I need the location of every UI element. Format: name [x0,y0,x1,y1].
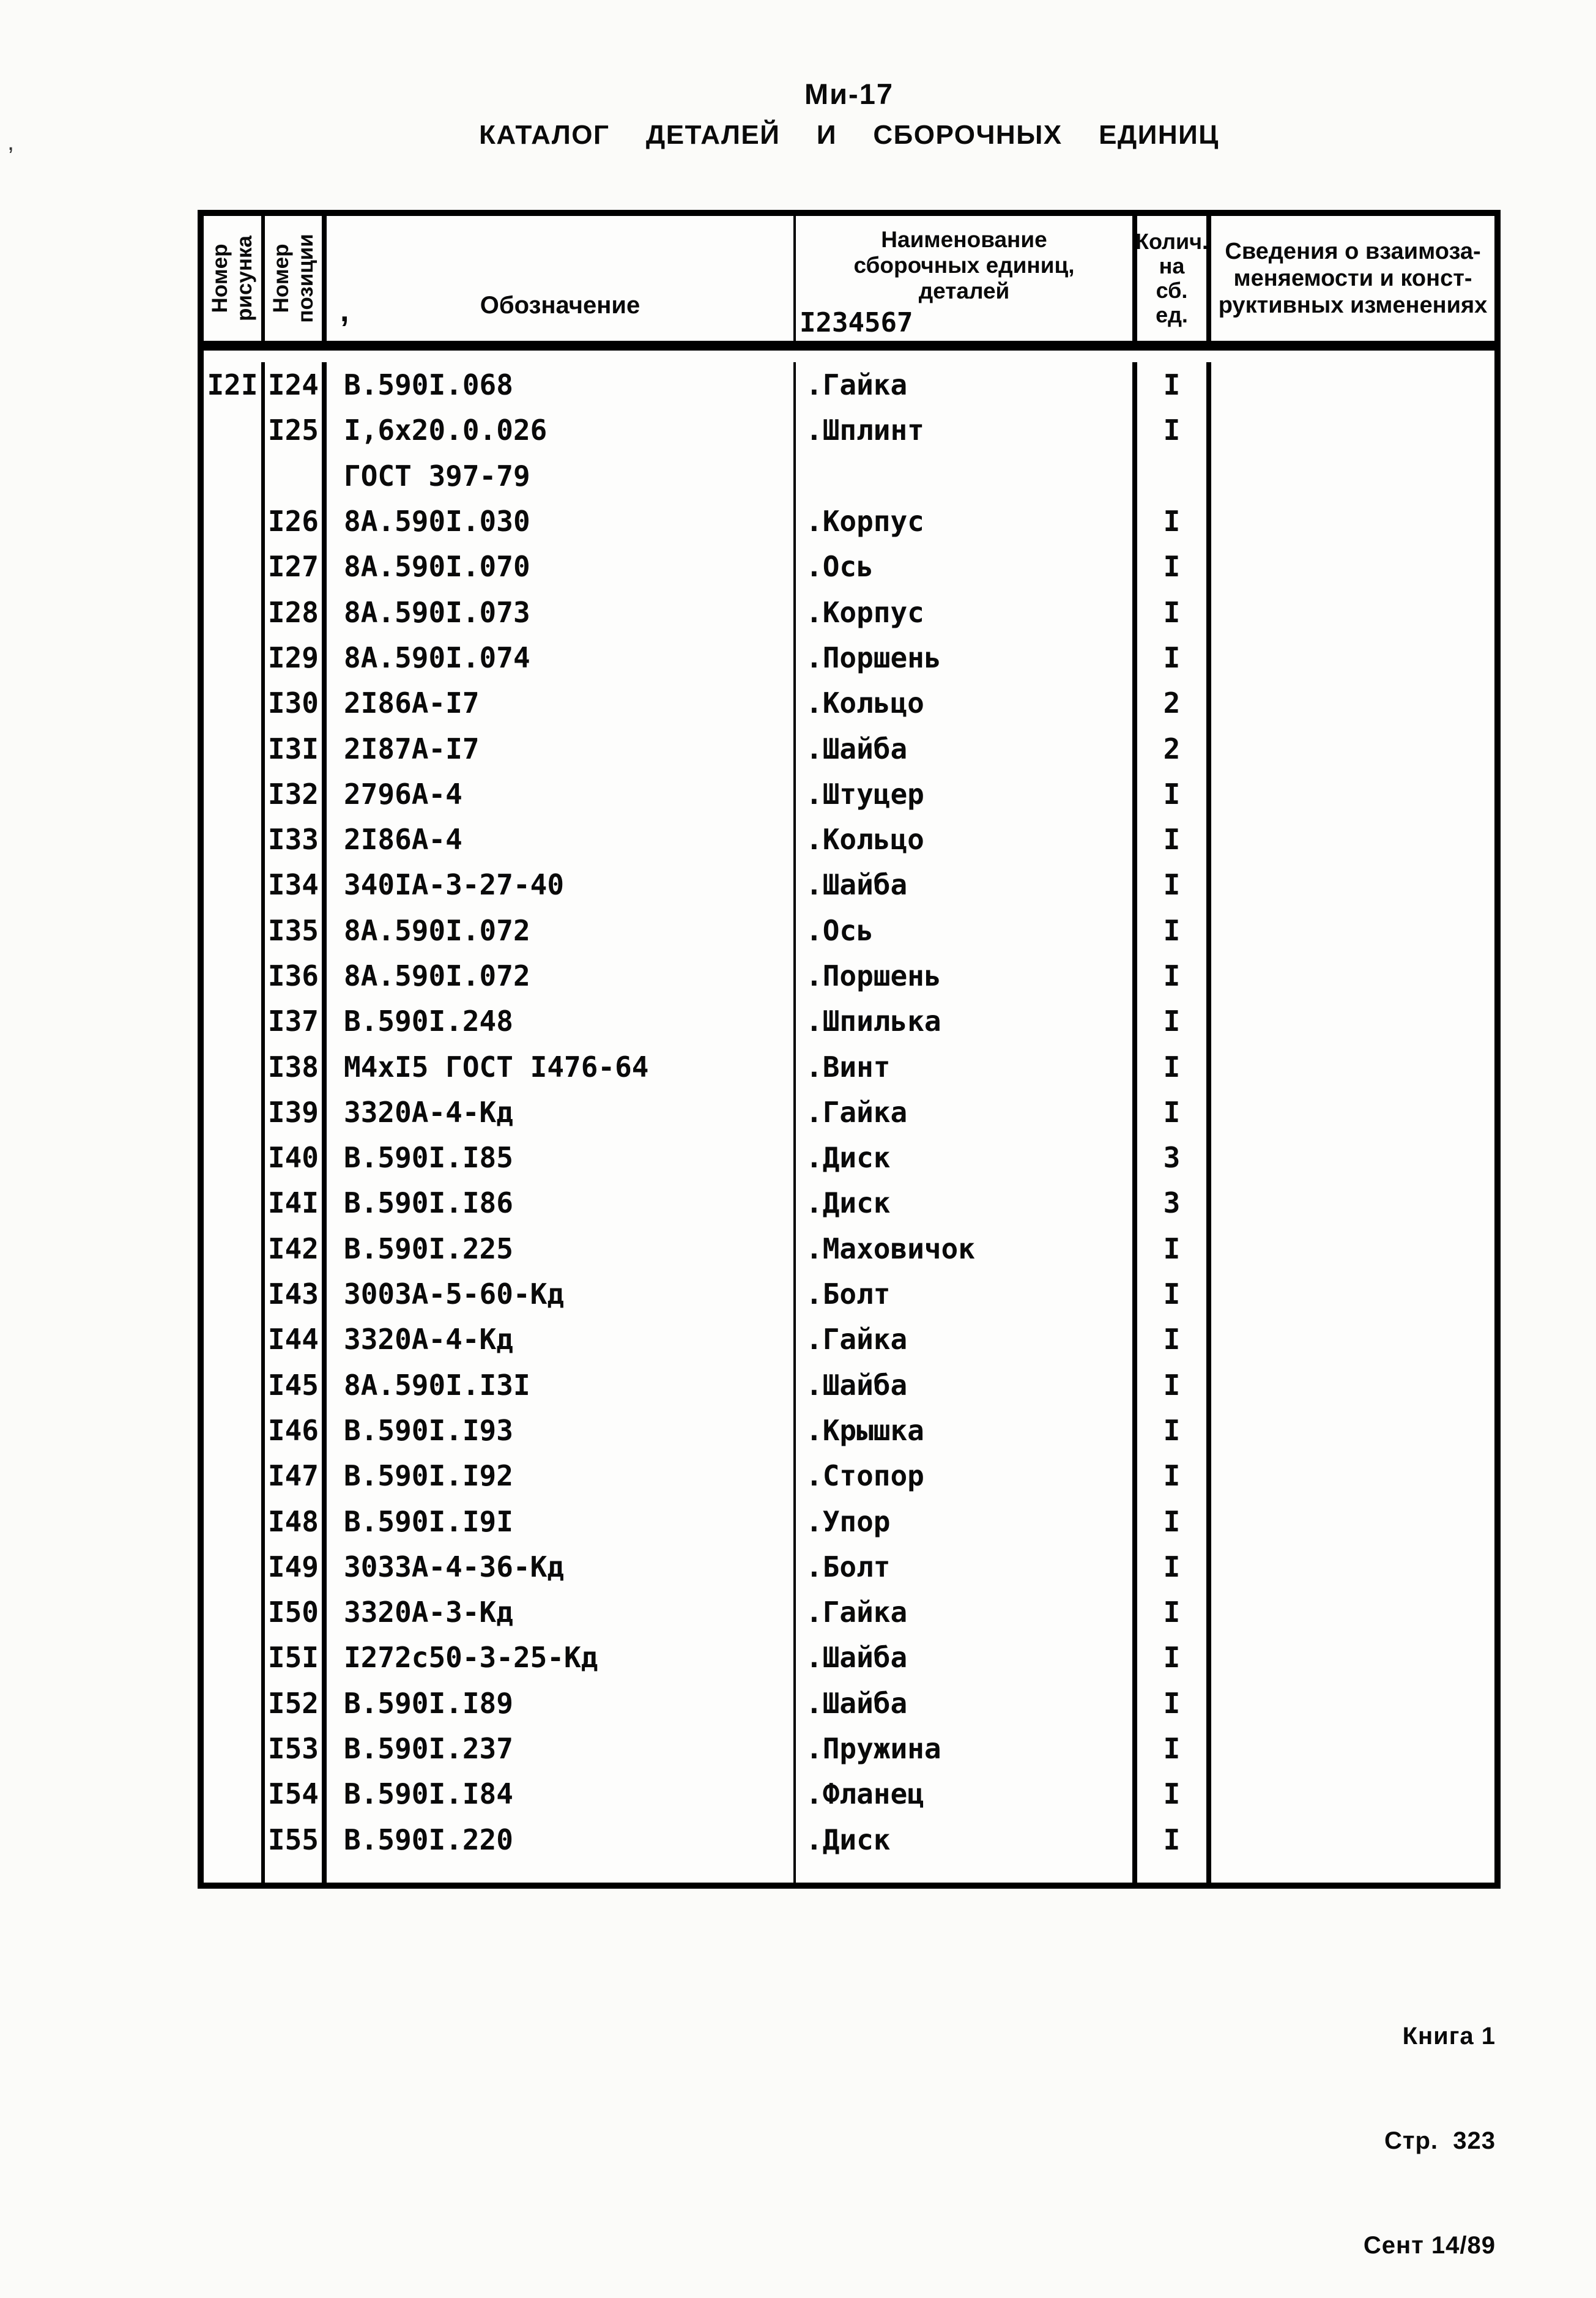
cell-qty: I [1137,407,1211,453]
table-row [204,635,1494,680]
cell-fig [204,407,265,453]
cell-name: .Поршень [796,953,1137,998]
name-header-line3: деталей [918,278,1010,303]
cell-qty: 3 [1137,1180,1211,1225]
cell-fig [204,635,265,680]
cell-code: 3033А-4-36-Кд [327,1544,796,1590]
footer-date: Сент 14/89 [1363,2232,1496,2259]
table-row [204,1635,1494,1680]
figure-number-line2: рисунка [232,236,257,321]
cell-pos: I53 [265,1726,327,1771]
cell-fig [204,1590,265,1635]
cell-pos [265,453,327,499]
cell-qty: 2 [1137,680,1211,726]
cell-code: В.590I.I89 [327,1681,796,1726]
cell-name: .Болт [796,1544,1137,1590]
cell-notes [1211,589,1494,634]
cell-notes [1211,1681,1494,1726]
table-body [204,351,1494,1883]
cell-name: .Штуцер [796,772,1137,817]
cell-qty: I [1137,1498,1211,1544]
cell-name: .Маховичок [796,1226,1137,1271]
name-header-line1: Наименование [881,227,1047,252]
table-row [204,1317,1494,1362]
cell-code: 8А.590I.030 [327,499,796,544]
cell-fig [204,1226,265,1271]
cell-pos: I49 [265,1544,327,1590]
cell-qty: I [1137,1453,1211,1498]
cell-fig [204,817,265,862]
cell-name: .Диск [796,1135,1137,1180]
cell-pos: I32 [265,772,327,817]
cell-qty: I [1137,1544,1211,1590]
cell-name: .Шайба [796,1681,1137,1726]
table-row [204,953,1494,998]
cell-code: В.590I.225 [327,1226,796,1271]
cell-code: 3003А-5-60-Кд [327,1271,796,1317]
cell-qty: I [1137,362,1211,407]
table-row [204,1090,1494,1135]
cell-name: .Корпус [796,499,1137,544]
cell-code: 8А.590I.074 [327,635,796,680]
cell-qty: 2 [1137,726,1211,771]
cell-pos: I36 [265,953,327,998]
cell-fig [204,1271,265,1317]
notes-header-line3: руктивных изменениях [1218,292,1488,318]
cell-pos: I47 [265,1453,327,1498]
cell-name: .Диск [796,1180,1137,1225]
cell-qty: I [1137,772,1211,817]
cell-notes [1211,1544,1494,1590]
table-row [204,772,1494,817]
position-number-line2: позиции [293,234,317,323]
cell-qty: I [1137,1317,1211,1362]
cell-qty: I [1137,862,1211,907]
cell-code: 8А.590I.072 [327,953,796,998]
cell-pos: I27 [265,544,327,589]
cell-fig-empty [204,1862,265,1883]
cell-notes [1211,1817,1494,1862]
cell-code: В.590I.I84 [327,1771,796,1816]
cell-qty: 3 [1137,1135,1211,1180]
table-row [204,817,1494,862]
cell-pos: I43 [265,1271,327,1317]
cell-code: I272с50-3-25-Кд [327,1635,796,1680]
table-row [204,1590,1494,1635]
notes-header-line2: меняемости и конст- [1233,266,1472,291]
cell-fig [204,908,265,953]
cell-pos: I28 [265,589,327,634]
cell-pos: I26 [265,499,327,544]
cell-name: .Пружина [796,1726,1137,1771]
table-row [204,1271,1494,1317]
cell-pos: I48 [265,1498,327,1544]
cell-code-empty [327,1862,796,1883]
cell-notes [1211,1498,1494,1544]
cell-name: .Диск [796,1817,1137,1862]
cell-notes [1211,1771,1494,1816]
name-header-line2: сборочных единиц, [853,253,1075,278]
cell-qty: I [1137,908,1211,953]
cell-code: 2796А-4 [327,772,796,817]
cell-fig: I2I [204,362,265,407]
cell-qty: I [1137,1590,1211,1635]
cell-qty: I [1137,1271,1211,1317]
cell-qty: I [1137,1726,1211,1771]
quantity-header-line1: Колич. [1135,229,1208,254]
cell-notes [1211,1590,1494,1635]
cell-name: .Поршень [796,635,1137,680]
cell-name: .Гайка [796,362,1137,407]
table-row [204,499,1494,544]
column-header-designation [327,216,796,341]
cell-pos: I24 [265,362,327,407]
cell-fig [204,998,265,1044]
cell-fig [204,1090,265,1135]
footer-page-number: Стр. 323 [1384,2127,1496,2154]
cell-name: .Шайба [796,1635,1137,1680]
cell-fig [204,1544,265,1590]
table-row [204,1726,1494,1771]
cell-fig [204,1771,265,1816]
cell-qty: I [1137,953,1211,998]
cell-name: .Гайка [796,1090,1137,1135]
cell-notes [1211,407,1494,453]
cell-code: В.590I.248 [327,998,796,1044]
table-row [204,407,1494,453]
cell-notes [1211,544,1494,589]
cell-name: .Кольцо [796,680,1137,726]
cell-qty: I [1137,1771,1211,1816]
cell-pos: I45 [265,1363,327,1408]
cell-qty: I [1137,1408,1211,1453]
cell-pos: I52 [265,1681,327,1726]
cell-code: 2I87А-I7 [327,726,796,771]
position-number-rotated-label [269,234,318,323]
cell-name: .Крышка [796,1408,1137,1453]
table-row [204,1408,1494,1453]
cell-notes [1211,1180,1494,1225]
cell-pos: I37 [265,998,327,1044]
cell-fig [204,1317,265,1362]
cell-pos: I5I [265,1635,327,1680]
figure-number-line1: Номер [208,244,232,313]
cell-name: .Болт [796,1271,1137,1317]
cell-fig [204,1408,265,1453]
table-row [204,1817,1494,1862]
cell-name: .Стопор [796,1453,1137,1498]
cell-fig [204,544,265,589]
cell-pos: I55 [265,1817,327,1862]
cell-qty: I [1137,1363,1211,1408]
cell-name: .Кольцо [796,817,1137,862]
cell-notes [1211,862,1494,907]
page-footer-stamp [1364,1949,1496,2298]
footer-book: Книга 1 [1402,2023,1496,2050]
cell-fig [204,1135,265,1180]
cell-pos: I34 [265,862,327,907]
table-row [204,1681,1494,1726]
table-row [204,362,1494,407]
cell-pos: I30 [265,680,327,726]
table-row [204,1544,1494,1590]
cell-code: В.590I.I9I [327,1498,796,1544]
cell-pos: I39 [265,1090,327,1135]
table-row [204,862,1494,907]
cell-fig [204,680,265,726]
cell-code: 3320А-3-Кд [327,1590,796,1635]
cell-notes [1211,1044,1494,1089]
table-row [204,1363,1494,1408]
scan-comma-mark: , [340,293,349,329]
cell-fig [204,453,265,499]
cell-code: 3320А-4-Кд [327,1317,796,1362]
cell-notes [1211,1363,1494,1408]
column-header-notes [1211,216,1494,341]
cell-pos: I42 [265,1226,327,1271]
cell-pos: I33 [265,817,327,862]
cell-name: .Гайка [796,1317,1137,1362]
cell-notes [1211,1271,1494,1317]
designation-label: Обозначение [480,292,640,319]
column-header-position-number [265,216,327,341]
cell-fig [204,1453,265,1498]
cell-qty: I [1137,1090,1211,1135]
cell-name: .Шайба [796,726,1137,771]
table-row [204,726,1494,771]
cell-fig [204,1817,265,1862]
cell-pos: I29 [265,635,327,680]
cell-notes [1211,1635,1494,1680]
doc-model: Ми-17 [804,78,894,110]
cell-name: .Гайка [796,1590,1137,1635]
cell-qty: I [1137,635,1211,680]
cell-name: .Фланец [796,1771,1137,1816]
cell-notes [1211,635,1494,680]
cell-notes [1211,453,1494,499]
cell-notes [1211,362,1494,407]
cell-name: .Шплинт [796,407,1137,453]
cell-fig [204,772,265,817]
cell-fig [204,499,265,544]
table-row [204,453,1494,499]
cell-qty: I [1137,1817,1211,1862]
cell-name-empty [796,1862,1137,1883]
column-header-name [796,216,1137,341]
cell-qty: I [1137,1635,1211,1680]
cell-notes [1211,1090,1494,1135]
cell-fig [204,1498,265,1544]
table-row [204,1180,1494,1225]
cell-notes [1211,953,1494,998]
cell-fig [204,862,265,907]
table-header-row [204,216,1494,351]
cell-code: 340IА-3-27-40 [327,862,796,907]
cell-pos: I4I [265,1180,327,1225]
cell-pos: I54 [265,1771,327,1816]
table-row [204,998,1494,1044]
cell-pos: I40 [265,1135,327,1180]
cell-qty: I [1137,817,1211,862]
table-row [204,1498,1494,1544]
cell-pos: I44 [265,1317,327,1362]
cell-fig [204,589,265,634]
column-header-figure-number [204,216,265,341]
cell-notes [1211,998,1494,1044]
cell-qty: I [1137,589,1211,634]
table-row [204,908,1494,953]
table-filler-row [204,1862,1494,1883]
cell-notes [1211,817,1494,862]
cell-code: В.590I.I85 [327,1135,796,1180]
cell-pos-empty [265,1862,327,1883]
cell-pos: I35 [265,908,327,953]
cell-qty: I [1137,998,1211,1044]
cell-notes [1211,1408,1494,1453]
cell-code: 2I86А-I7 [327,680,796,726]
cell-fig [204,1044,265,1089]
cell-code: В.590I.I86 [327,1180,796,1225]
cell-fig [204,1363,265,1408]
cell-code: В.590I.I92 [327,1453,796,1498]
table-row [204,1453,1494,1498]
cell-notes [1211,908,1494,953]
quantity-header-line2: на [1159,253,1185,278]
cell-code: 2I86А-4 [327,817,796,862]
cell-code: 8А.590I.070 [327,544,796,589]
cell-pos: I38 [265,1044,327,1089]
cell-name: .Упор [796,1498,1137,1544]
position-number-line1: Номер [269,244,293,313]
table-row [204,589,1494,634]
cell-fig [204,1635,265,1680]
cell-fig [204,1726,265,1771]
cell-notes [1211,1726,1494,1771]
cell-notes [1211,1453,1494,1498]
cell-name: .Винт [796,1044,1137,1089]
cell-qty: I [1137,1044,1211,1089]
table-row [204,544,1494,589]
table-row [204,1226,1494,1271]
cell-qty-empty [1137,1862,1211,1883]
cell-notes [1211,772,1494,817]
cell-code: 8А.590I.I3I [327,1363,796,1408]
cell-name: .Ось [796,544,1137,589]
cell-code: В.590I.I93 [327,1408,796,1453]
cell-pos: I46 [265,1408,327,1453]
cell-qty: I [1137,499,1211,544]
cell-code: 8А.590I.072 [327,908,796,953]
cell-notes [1211,726,1494,771]
cell-fig [204,1681,265,1726]
parts-table [198,210,1501,1889]
cell-code: М4хI5 ГОСТ I476-64 [327,1044,796,1089]
cell-name [796,453,1137,499]
cell-name: .Ось [796,908,1137,953]
table-row [204,680,1494,726]
cell-notes [1211,1135,1494,1180]
cell-qty [1137,453,1211,499]
cell-pos: I50 [265,1590,327,1635]
cell-pos: I3I [265,726,327,771]
cell-notes [1211,1226,1494,1271]
cell-code: В.590I.068 [327,362,796,407]
quantity-header-line3: сб. ед. [1156,278,1188,327]
scan-speck: , [7,128,15,155]
cell-qty: I [1137,1226,1211,1271]
cell-code: 8А.590I.073 [327,589,796,634]
name-header-code: I234567 [800,307,913,338]
cell-pos: I25 [265,407,327,453]
cell-fig [204,726,265,771]
cell-qty: I [1137,544,1211,589]
cell-name: .Шпилька [796,998,1137,1044]
cell-code: 3320А-4-Кд [327,1090,796,1135]
cell-code: В.590I.220 [327,1817,796,1862]
table-row [204,1771,1494,1816]
figure-number-rotated-label [208,236,257,321]
cell-notes [1211,680,1494,726]
cell-fig [204,1180,265,1225]
table-row [204,1135,1494,1180]
cell-code: I,6х20.0.026 [327,407,796,453]
cell-fig [204,953,265,998]
notes-header-line1: Сведения о взаимоза- [1225,239,1481,264]
cell-code: В.590I.237 [327,1726,796,1771]
cell-name: .Шайба [796,1363,1137,1408]
cell-notes-empty [1211,1862,1494,1883]
cell-notes [1211,1317,1494,1362]
column-header-quantity [1137,216,1211,341]
table-row [204,1044,1494,1089]
cell-notes [1211,499,1494,544]
page-title: КАТАЛОГ ДЕТАЛЕЙ И СБОРОЧНЫХ ЕДИНИЦ [479,120,1219,150]
cell-code: ГОСТ 397-79 [327,453,796,499]
cell-qty: I [1137,1681,1211,1726]
cell-name: .Шайба [796,862,1137,907]
cell-name: .Корпус [796,589,1137,634]
